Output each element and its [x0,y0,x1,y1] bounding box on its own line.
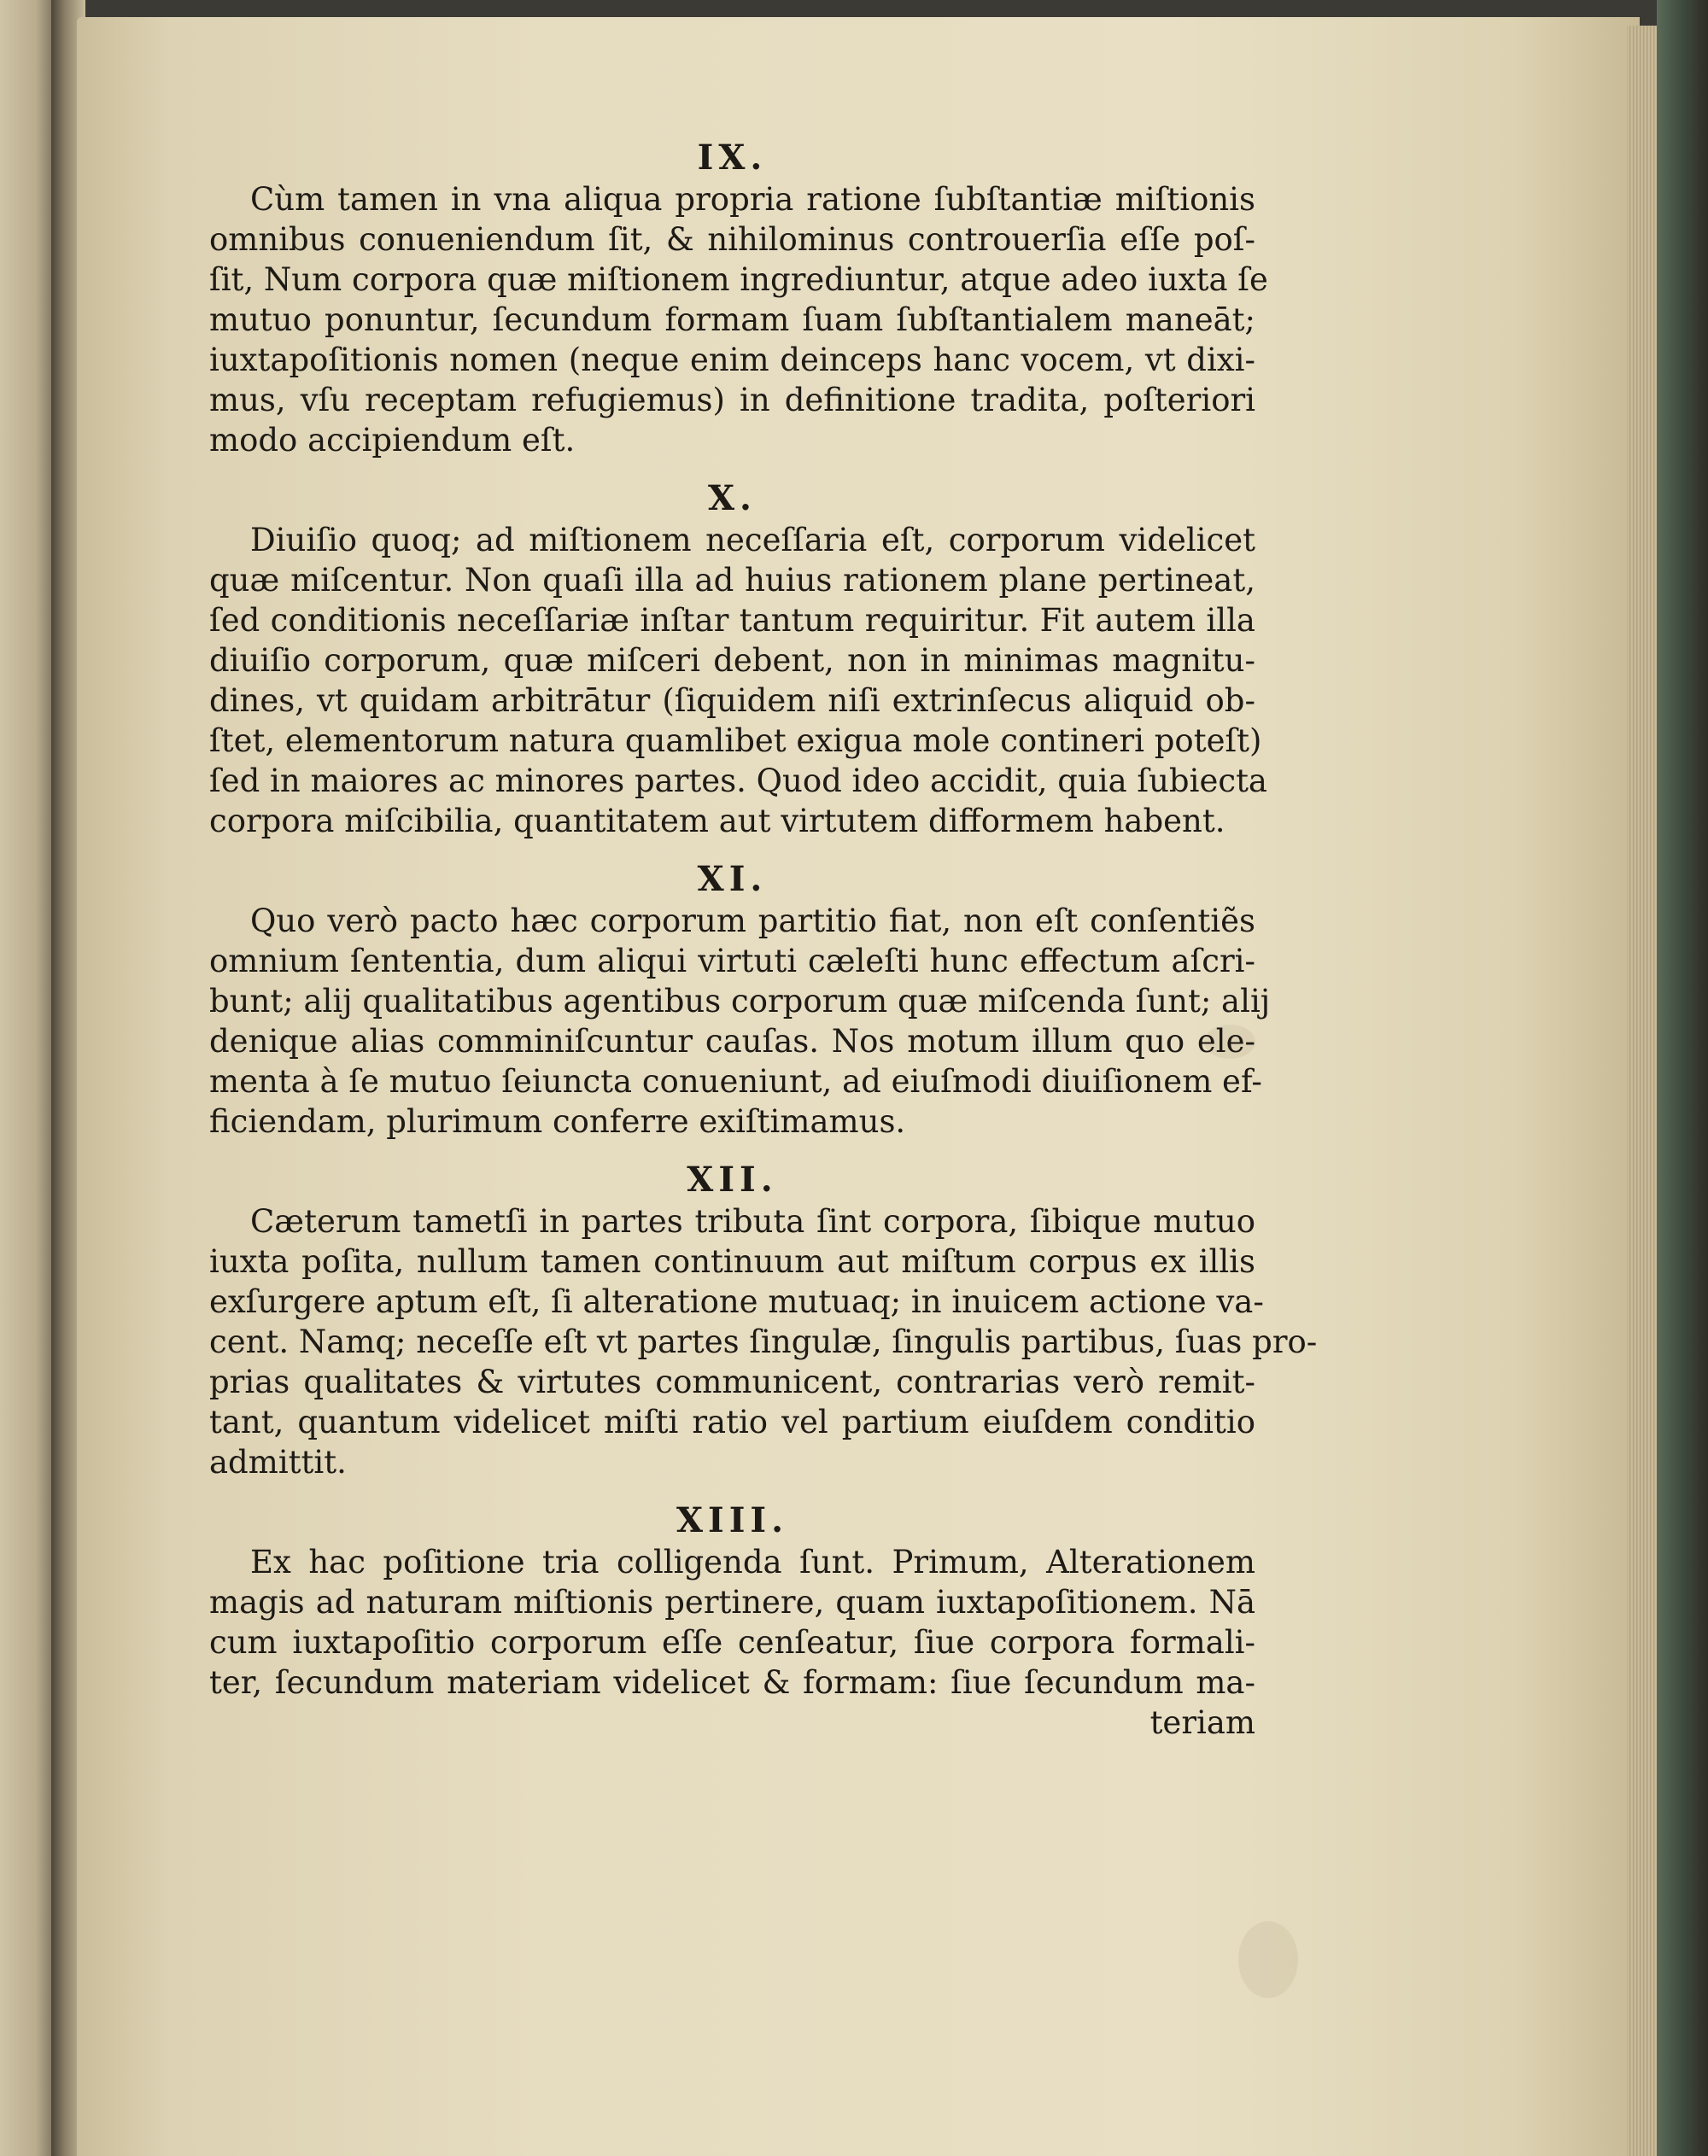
text-line: dines, vt quidam arbitrātur (ſiquidem niſi extrinſecus aliquid ob- [209,682,1255,719]
text-line: diuiſio corporum, quæ miſceri debent, non in minimas magnitu- [209,642,1255,679]
text-line: ſed conditionis neceſſariæ inſtar tantum requiritur. Fit autem illa [209,602,1255,639]
text-line: ſit, Num corpora quæ miſtionem ingrediuntur, atque adeo iuxta ſe [209,261,1268,298]
text-line: denique alias comminiſcuntur cauſas. Nos motum illum quo ele- [209,1023,1255,1060]
section-numeral: XIII. [676,1500,789,1540]
text-line: Cùm tamen in vna aliqua propria ratione ſubſtantiæ miſtionis [250,181,1255,218]
text-line: modo accipiendum eſt. [209,422,576,459]
text-line: omnibus conueniendum ſit, & nihilominus controuerſia eſſe poſ- [209,221,1255,258]
text-line: quæ miſcentur. Non quaſi illa ad huius rationem plane pertineat, [209,562,1255,599]
text-line: ſed in maiores ac minores partes. Quod ideo accidit, quia ſubiecta [209,762,1267,799]
text-line: mus, vſu receptam refugiemus) in definitione tradita, poſteriori [209,382,1255,418]
text-line: Quo verò pacto hæc corporum partitio fiat, non eſt conſentiẽs [250,903,1255,939]
book-cover [1657,0,1708,2156]
paragraph [209,901,1271,1142]
section-xii [209,1159,1318,1482]
section-numeral: IX. [697,137,768,178]
text-line: cum iuxtapoſitio corporum eſſe cenſeatur, ſiue corpora formali- [209,1624,1255,1661]
text-line: menta à ſe mutuo ſeiuncta conueniunt, ad eiuſmodi diuiſionem ef- [209,1063,1262,1100]
section-xi [209,858,1271,1142]
section-numeral: XI. [697,859,768,899]
text-line: ter, ſecundum materiam videlicet & formam: ſiue ſecundum ma- [209,1664,1255,1701]
text-line: admittit. [209,1444,347,1481]
text-line: omnium ſententia, dum aliqui virtuti cæleſti hunc effectum aſcri- [209,943,1255,979]
text-line: cent. Namq; neceſſe eſt vt partes ſingulæ, ſingulis partibus, ſuas pro- [209,1323,1318,1360]
section-numeral: X. [708,478,757,518]
paragraph [209,1201,1318,1482]
catchword: teriam [1149,1704,1255,1741]
page-edges [1627,26,1657,2156]
text-line: Cæterum tametſi in partes tributa ſint corpora, ſibique mutuo [250,1203,1255,1240]
text-line: ſtet, elementorum natura quamlibet exigua mole contineri poteſt) [209,722,1262,759]
section-numeral: XII. [687,1160,778,1200]
paragraph [209,520,1267,841]
text-line: iuxtapoſitionis nomen (neque enim deinceps hanc vocem, vt dixi- [209,342,1255,378]
paragraph [209,1542,1255,1703]
text-line: mutuo ponuntur, ſecundum formam ſuam ſubſtantialem maneāt; [209,301,1255,338]
text-line: Ex hac poſitione tria colligenda ſunt. Primum, Alterationem [250,1544,1255,1580]
text-line: iuxta poſita, nullum tamen continuum aut miſtum corpus ex illis [209,1243,1255,1280]
section-x [209,477,1267,841]
paper-stain [1238,1921,1298,1998]
text-line: prias qualitates & virtutes communicent, contrarias verò remit- [209,1364,1255,1400]
text-line: bunt; alij qualitatibus agentibus corporum quæ miſcenda ſunt; alij [209,983,1271,1020]
text-line: magis ad naturam miſtionis pertinere, quam iuxtapoſitionem. Nā [209,1584,1255,1621]
text-line: ficiendam, plurimum conferre exiſtimamus. [209,1103,906,1140]
section-ix [209,137,1268,460]
section-xiii [209,1499,1255,1743]
text-line: exſurgere aptum eſt, ſi alteratione mutuaq; in inuicem actione va- [209,1283,1264,1320]
paragraph [209,179,1268,460]
text-block [209,137,1318,1743]
text-line: corpora miſcibilia, quantitatem aut virtutem difformem habent. [209,803,1225,839]
text-line: tant, quantum videlicet miſti ratio vel partium eiuſdem conditio [209,1404,1255,1440]
text-line: Diuiſio quoq; ad miſtionem neceſſaria eſt, corporum videlicet [250,522,1255,558]
